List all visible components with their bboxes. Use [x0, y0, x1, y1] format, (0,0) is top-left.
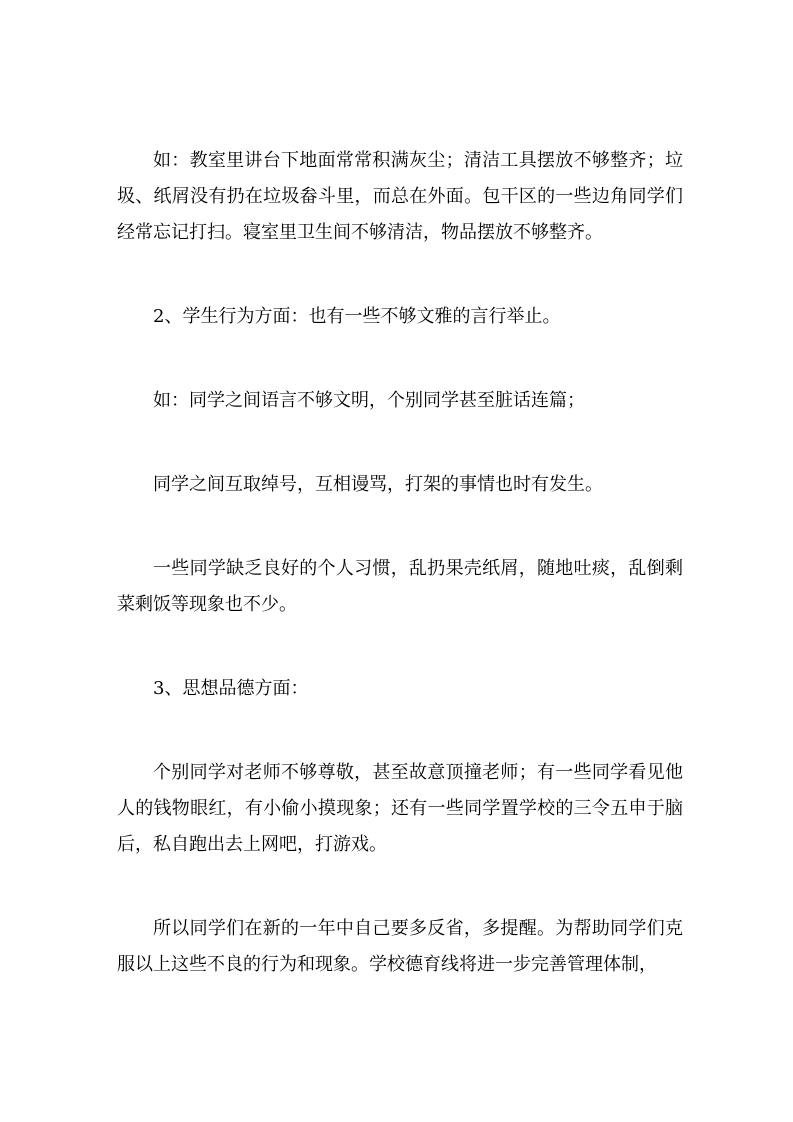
paragraph-heading-morality: 3、思想品德方面：	[153, 678, 309, 699]
paragraph-heading-behavior: 2、学生行为方面：也有一些不够文雅的言行举止。	[153, 306, 561, 327]
paragraph-personal-habits: 一些同学缺乏良好的个人习惯，乱扔果壳纸屑，随地吐痰，乱倒剩菜剩饭等现象也不少。	[117, 558, 683, 615]
paragraph-conclusion: 所以同学们在新的一年中自己要多反省，多提醒。为帮助同学们克服以上这些不良的行为和现象。学校德育线将进一步完善管理体制，	[117, 918, 683, 975]
paragraph-hygiene-examples: 如：教室里讲台下地面常常积满灰尘；清洁工具摆放不够整齐；垃圾、纸屑没有扔在垃圾畚斗里，而总在外面。包干区的一些边角同学们经常忘记打扫。寝室里卫生间不够清洁，物品摆放不够整齐。	[117, 150, 683, 243]
document-body	[117, 143, 683, 1031]
paragraph-language-examples: 如：同学之间语言不够文明，个别同学甚至脏话连篇；	[153, 390, 585, 411]
paragraph-nicknames: 同学之间互取绰号，互相谩骂，打架的事情也时有发生。	[153, 474, 603, 495]
paragraph-morality-examples: 个别同学对老师不够尊敬，甚至故意顶撞老师；有一些同学看见他人的钱物眼红，有小偷小摸现象；还有一些同学置学校的三令五申于脑后，私自跑出去上网吧，打游戏。	[117, 762, 683, 855]
